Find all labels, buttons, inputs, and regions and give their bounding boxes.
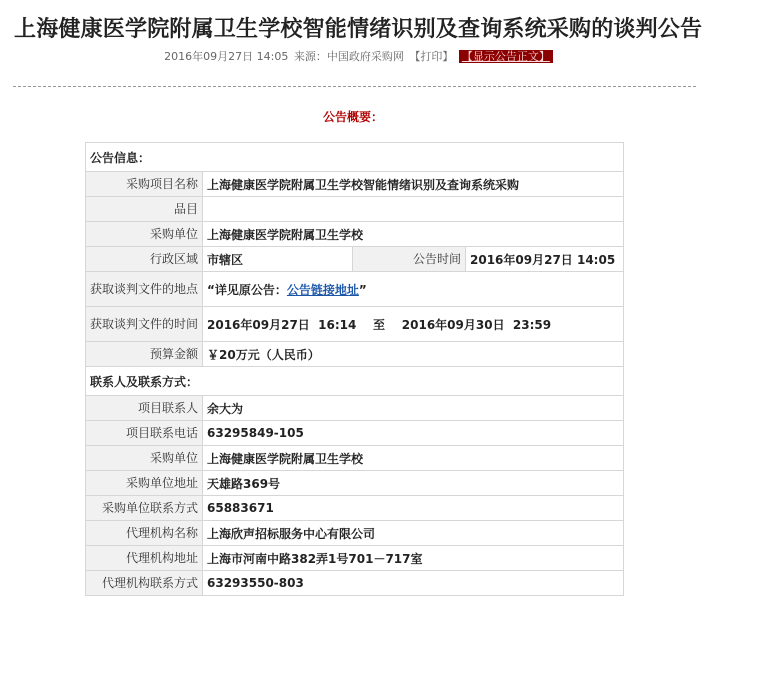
show-text-button[interactable]: 【显示公告正文】 (459, 50, 553, 63)
publish-datetime: 2016年09月27日 14:05 (164, 50, 289, 63)
doc-place-value (203, 272, 624, 307)
table-row (86, 272, 624, 307)
print-link[interactable]: 【打印】 (409, 50, 454, 63)
region-label: 行政区域 (86, 247, 203, 272)
agency-name-label: 代理机构名称 (86, 521, 203, 546)
project-name-label: 采购项目名称 (86, 172, 203, 197)
table-row (86, 247, 624, 272)
meta-line (0, 48, 717, 64)
section-announcement-info: 公告信息： (86, 143, 624, 172)
project-contact-label: 项目联系人 (86, 396, 203, 421)
table-row (86, 471, 624, 496)
agency-contact-value: 63293550-803 (203, 571, 624, 596)
unit-address-label: 采购单位地址 (86, 471, 203, 496)
doc-place-label: 获取谈判文件的地点 (86, 272, 203, 307)
section-contacts: 联系人及联系方式： (86, 367, 624, 396)
agency-name-value: 上海欣声招标服务中心有限公司 (203, 521, 624, 546)
table-row (86, 571, 624, 596)
budget-label: 预算金额 (86, 342, 203, 367)
agency-contact-label: 代理机构联系方式 (86, 571, 203, 596)
table-row (86, 396, 624, 421)
table-row (86, 546, 624, 571)
announcement-link[interactable]: 公告链接地址 (286, 282, 359, 297)
contact-unit-label: 采购单位 (86, 446, 203, 471)
table-row (86, 521, 624, 546)
doc-time-label: 获取谈判文件的时间 (86, 307, 203, 342)
publish-time-label: 公告时间 (353, 247, 466, 272)
project-contact-value: 余大为 (203, 396, 624, 421)
doc-place-suffix: ” (358, 282, 367, 297)
table-row (86, 496, 624, 521)
table-row (86, 197, 624, 222)
page-title: 上海健康医学院附属卫生学校智能情绪识别及查询系统采购的谈判公告 (14, 17, 703, 42)
agency-address-value: 上海市河南中路382弄1号701－717室 (203, 546, 624, 571)
project-name-value: 上海健康医学院附属卫生学校智能情绪识别及查询系统采购 (203, 172, 624, 197)
item-value (203, 197, 624, 222)
unit-address-value: 天雄路369号 (203, 471, 624, 496)
divider (13, 86, 696, 87)
item-label: 品目 (86, 197, 203, 222)
purchasing-unit-label: 采购单位 (86, 222, 203, 247)
budget-value: ￥20万元（人民币） (203, 342, 624, 367)
agency-address-label: 代理机构地址 (86, 546, 203, 571)
table-row (86, 307, 624, 342)
table-row (86, 446, 624, 471)
unit-contact-label: 采购单位联系方式 (86, 496, 203, 521)
publish-time-value: 2016年09月27日 14:05 (466, 247, 624, 272)
source-label: 来源：中国政府采购网 (293, 50, 404, 63)
contact-unit-value: 上海健康医学院附属卫生学校 (203, 446, 624, 471)
table-row (86, 342, 624, 367)
table-row (86, 172, 624, 197)
purchasing-unit-value: 上海健康医学院附属卫生学校 (203, 222, 624, 247)
project-phone-label: 项目联系电话 (86, 421, 203, 446)
region-value: 市辖区 (203, 247, 353, 272)
project-phone-value: 63295849-105 (203, 421, 624, 446)
doc-time-value: 2016年09月27日 16:14 至 2016年09月30日 23:59 (203, 307, 624, 342)
announcement-table (85, 142, 624, 596)
summary-heading: 公告概要： (322, 110, 383, 124)
doc-place-prefix: “详见原公告： (207, 282, 287, 297)
table-row (86, 421, 624, 446)
unit-contact-value: 65883671 (203, 496, 624, 521)
table-row (86, 222, 624, 247)
